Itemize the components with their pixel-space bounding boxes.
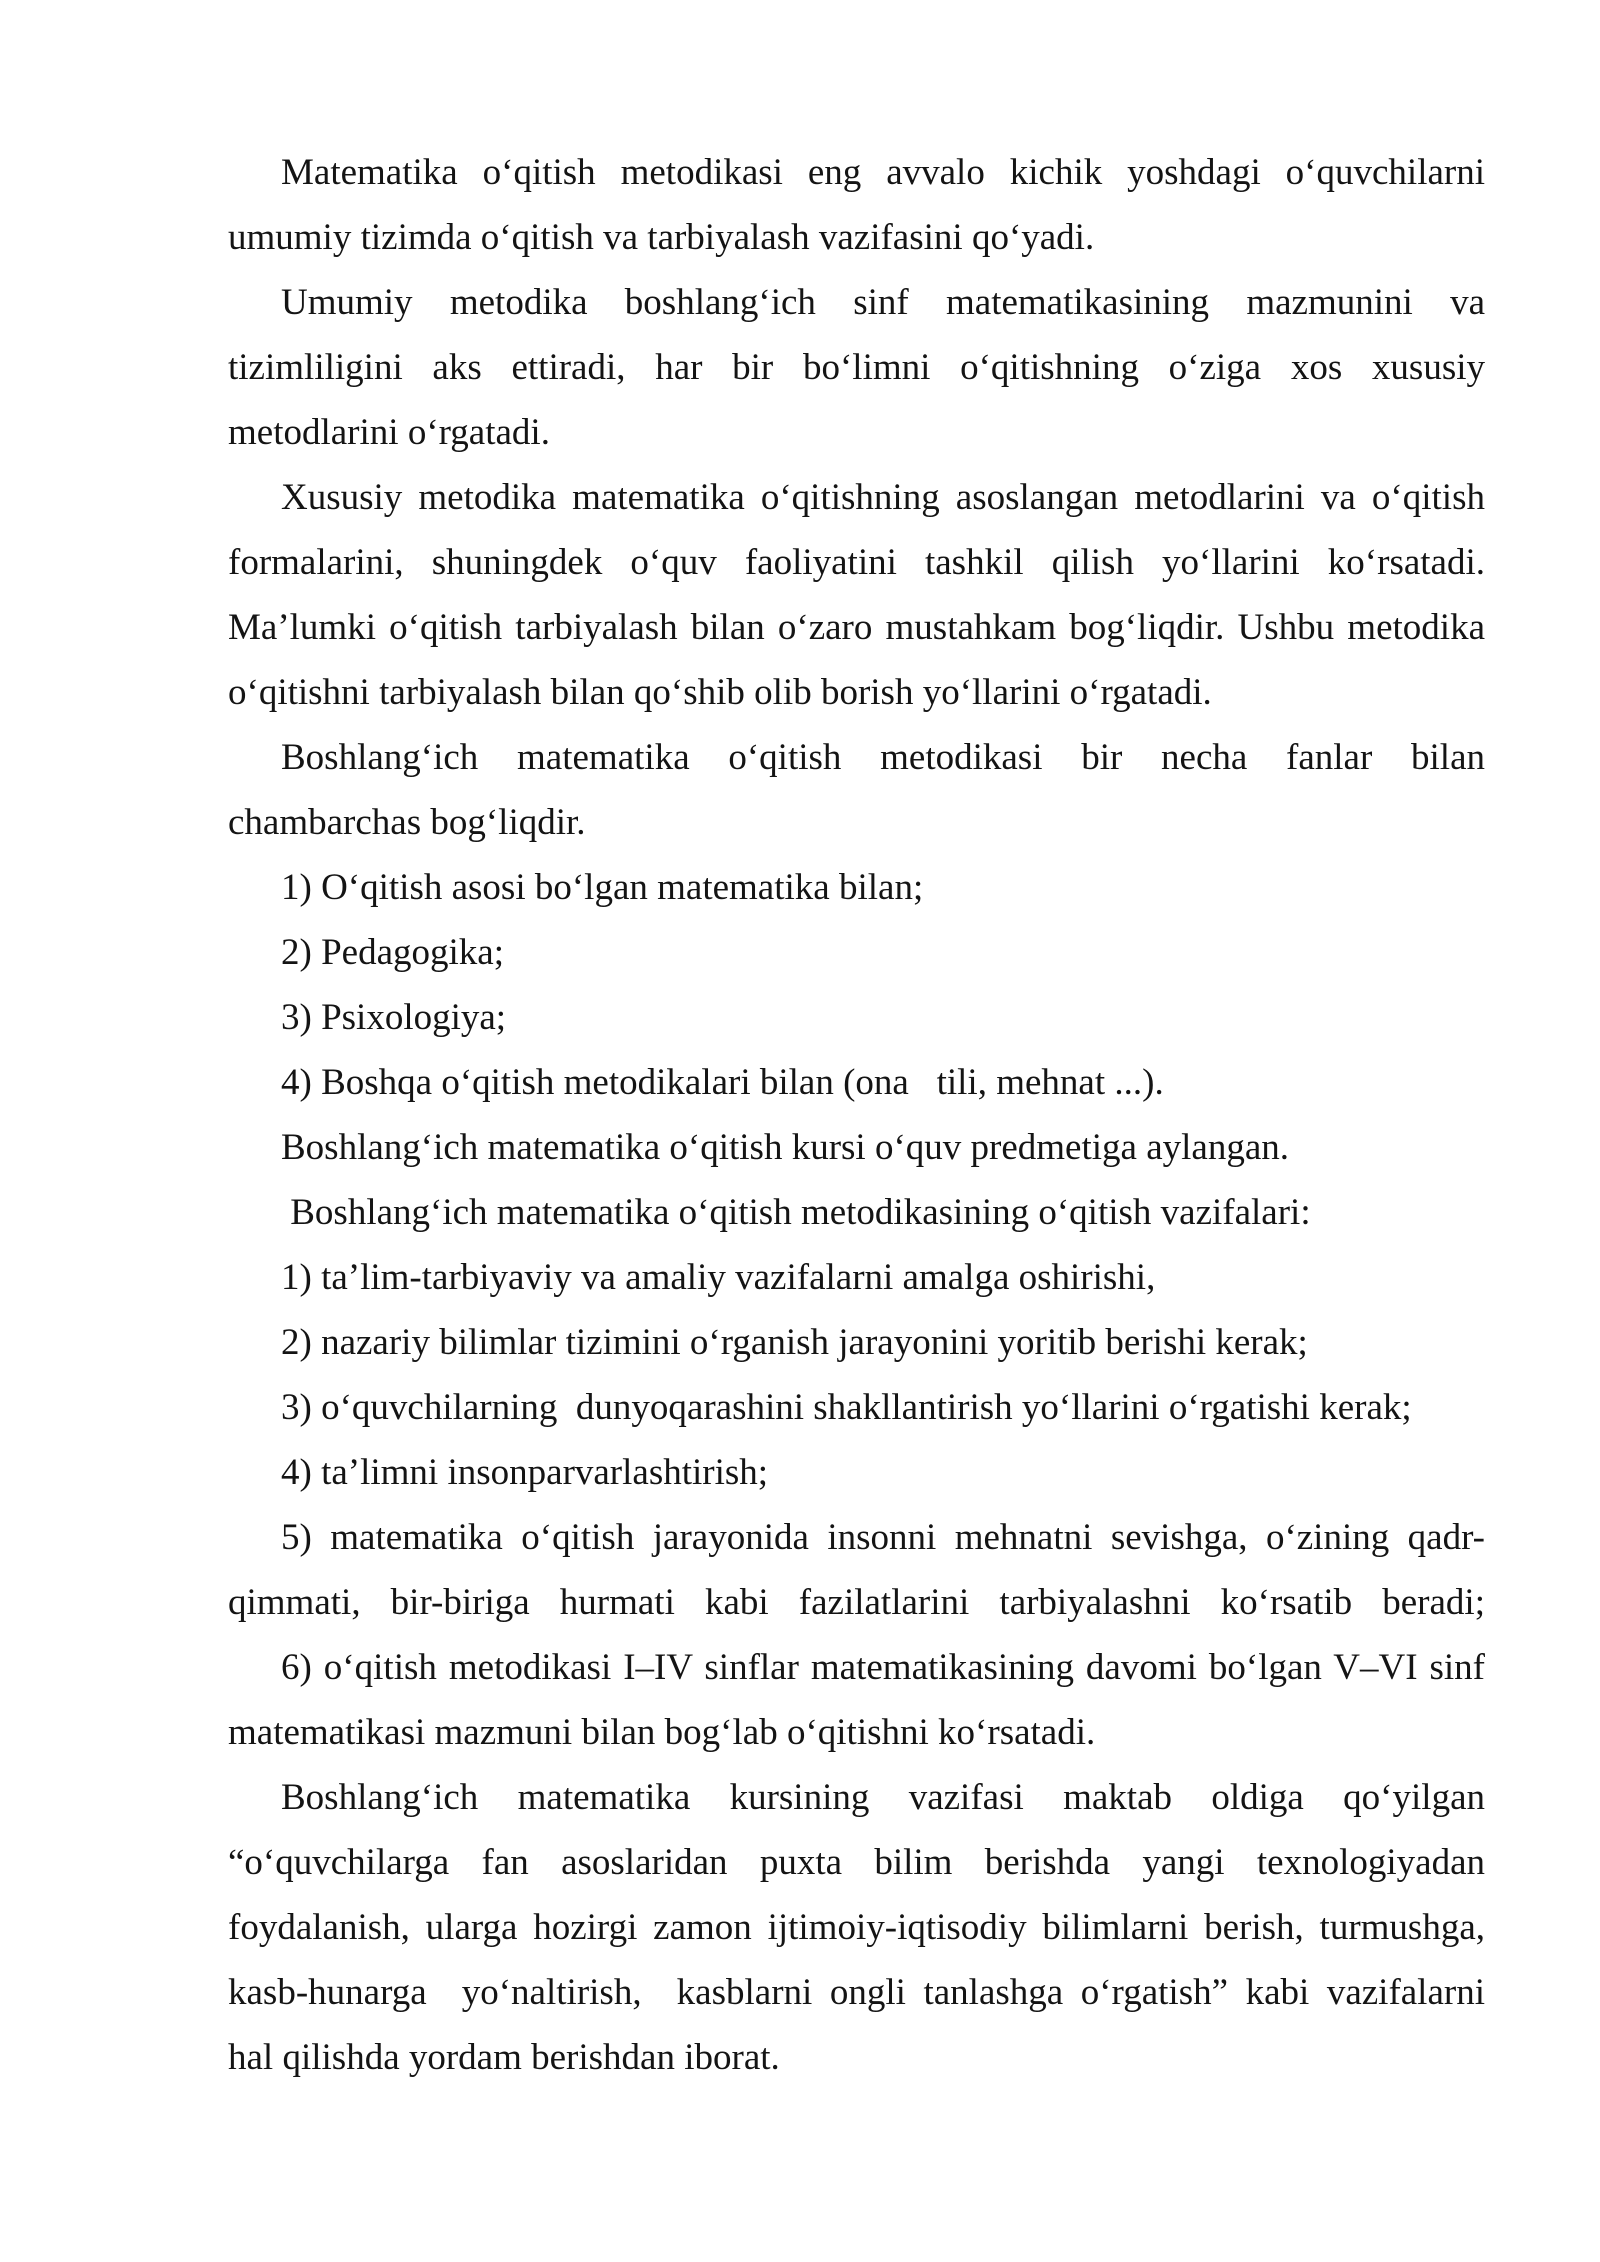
paragraph	[228, 270, 1485, 465]
list-item	[228, 1310, 1485, 1375]
text-line: Xususiy metodika matematika o‘qitishning asoslangan metodlarini va o‘qitish	[281, 477, 1485, 518]
text-line: 2) Pedagogika;	[281, 932, 504, 973]
text-line: chambarchas bog‘liqdir.	[228, 802, 586, 843]
text-line: umumiy tizimda o‘qitish va tarbiyalash vazifasini qo‘yadi.	[228, 217, 1095, 258]
text-line: foydalanish, ularga hozirgi zamon ijtimoiy-iqtisodiy bilimlarni berish, turmushga,	[228, 1907, 1485, 1948]
document-body	[228, 140, 1485, 2090]
list-item	[228, 1505, 1485, 1635]
text-line: qimmati, bir-biriga hurmati kabi fazilatlarini tarbiyalashni ko‘rsatib beradi;	[228, 1582, 1485, 1623]
text-line: Boshlang‘ich matematika kursining vazifasi maktab oldiga qo‘yilgan	[281, 1777, 1485, 1818]
text-line: 1) O‘qitish asosi bo‘lgan matematika bilan;	[281, 867, 924, 908]
text-line: kasb-hunarga yo‘naltirish, kasblarni ongli tanlashga o‘rgatish” kabi vazifalarni	[228, 1972, 1485, 2013]
paragraph	[228, 1765, 1485, 2090]
text-line: metodlarini o‘rgatadi.	[228, 412, 550, 453]
list-item	[228, 1375, 1485, 1440]
text-line: “o‘quvchilarga fan asoslaridan puxta bilim berishda yangi texnologiyadan	[228, 1842, 1485, 1883]
paragraph	[228, 140, 1485, 270]
list-item	[228, 1440, 1485, 1505]
list-item	[228, 1635, 1485, 1765]
text-line: Boshlang‘ich matematika o‘qitish metodikasining o‘qitish vazifalari:	[281, 1192, 1311, 1233]
list-item	[228, 855, 1485, 920]
text-line: Matematika o‘qitish metodikasi eng avvalo kichik yoshdagi o‘quvchilarni	[281, 152, 1485, 193]
text-line: formalarini, shuningdek o‘quv faoliyatini tashkil qilish yo‘llarini ko‘rsatadi.	[228, 542, 1485, 583]
text-line: Ma’lumki o‘qitish tarbiyalash bilan o‘zaro mustahkam bog‘liqdir. Ushbu metodika	[228, 607, 1485, 648]
paragraph	[228, 725, 1485, 855]
list-item	[228, 1050, 1485, 1115]
list-item	[228, 1245, 1485, 1310]
paragraph	[228, 1115, 1485, 1180]
text-line: 6) o‘qitish metodikasi I–IV sinflar matematikasining davomi bo‘lgan V–VI sinf	[281, 1647, 1485, 1688]
text-line: hal qilishda yordam berishdan iborat.	[228, 2037, 780, 2078]
text-line: Umumiy metodika boshlang‘ich sinf matematikasining mazmunini va	[281, 282, 1485, 323]
paragraph	[228, 1180, 1485, 1245]
text-line: 1) ta’lim-tarbiyaviy va amaliy vazifalarni amalga oshirishi,	[281, 1257, 1156, 1298]
text-line: 2) nazariy bilimlar tizimini o‘rganish jarayonini yoritib berishi kerak;	[281, 1322, 1308, 1363]
text-line: 5) matematika o‘qitish jarayonida insonni mehnatni sevishga, o‘zining qadr-	[281, 1517, 1485, 1558]
text-line: 4) Boshqa o‘qitish metodikalari bilan (ona tili, mehnat ...).	[281, 1062, 1164, 1103]
text-line: Boshlang‘ich matematika o‘qitish kursi o‘quv predmetiga aylangan.	[281, 1127, 1289, 1168]
text-line: 4) ta’limni insonparvarlashtirish;	[281, 1452, 769, 1493]
text-line: 3) Psixologiya;	[281, 997, 507, 1038]
text-line: o‘qitishni tarbiyalash bilan qo‘shib olib borish yo‘llarini o‘rgatadi.	[228, 672, 1212, 713]
text-line: matematikasi mazmuni bilan bog‘lab o‘qitishni ko‘rsatadi.	[228, 1712, 1096, 1753]
paragraph	[228, 465, 1485, 725]
text-line: tizimliligini aks ettiradi, har bir bo‘limni o‘qitishning o‘ziga xos xususiy	[228, 347, 1485, 388]
text-line: Boshlang‘ich matematika o‘qitish metodikasi bir necha fanlar bilan	[281, 737, 1485, 778]
list-item	[228, 985, 1485, 1050]
list-item	[228, 920, 1485, 985]
text-line: 3) o‘quvchilarning dunyoqarashini shakllantirish yo‘llarini o‘rgatishi kerak;	[281, 1387, 1412, 1428]
